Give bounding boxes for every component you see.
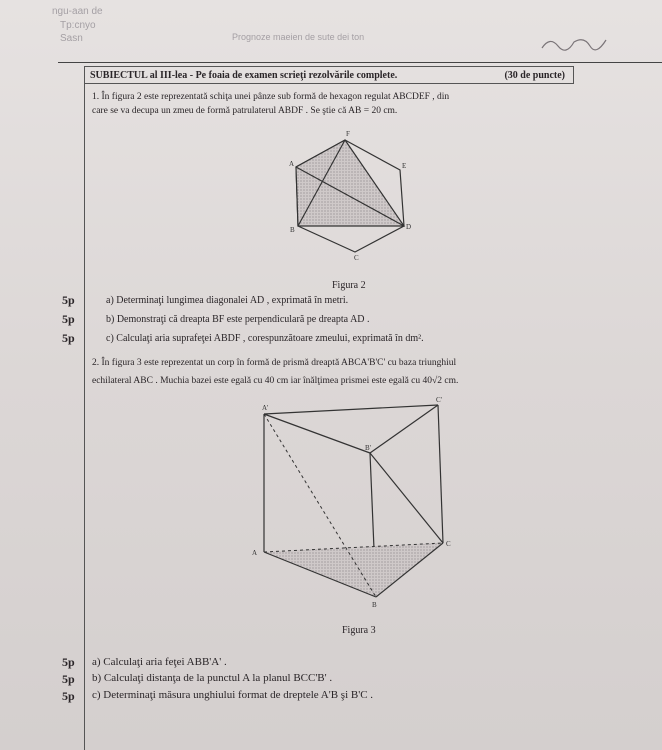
- kite-abdf: [296, 140, 407, 226]
- label-c-prism: C: [446, 540, 451, 548]
- edge-a1b1: [264, 414, 370, 453]
- score-2b: 5p: [62, 672, 75, 686]
- problem1-line1: 1. În figura 2 este reprezentată schiţa unei pânze sub formă de hexagon regulat ABCDEF , din: [92, 92, 450, 102]
- subject-title: SUBIECTUL al III-lea - Pe foaia de examen scrieţi rezolvările complete.: [90, 70, 398, 81]
- item-1b: b) Demonstraţi că dreapta BF este perpendiculară pe dreapta AD .: [106, 314, 370, 325]
- score-1a: 5p: [62, 293, 75, 307]
- score-2a: 5p: [62, 655, 75, 669]
- item-2c: c) Determinaţi măsura unghiului format de dreptele A'B şi B'C .: [92, 689, 374, 701]
- item-2b: b) Calculaţi distanţa de la punctul A la planul BCC'B' .: [92, 672, 333, 684]
- figure3-caption: Figura 3: [342, 625, 376, 636]
- figure2-caption: Figura 2: [332, 280, 366, 291]
- score-1b: 5p: [62, 312, 75, 326]
- label-c: C: [354, 254, 359, 262]
- faded-header-line: ngu-aan de: [52, 6, 103, 17]
- problem2-line2: echilateral ABC . Muchia bazei este egală cu 40 cm iar înălţimea prismei este egală cu 40√2 cm.: [92, 376, 459, 386]
- label-f: F: [346, 130, 350, 138]
- faded-header-line: Sasn: [60, 33, 83, 44]
- label-a-prism: A: [252, 549, 258, 557]
- problem2-line1: 2. În figura 3 este reprezentat un corp în formă de prismă dreaptă ABCA'B'C' cu baza triunghiul: [92, 358, 457, 368]
- label-d: D: [406, 223, 412, 231]
- score-1c: 5p: [62, 331, 75, 345]
- faded-header-line: Prognoze maeien de sute dei ton: [232, 32, 365, 42]
- subject-points: (30 de puncte): [504, 70, 565, 81]
- label-b1: B': [365, 444, 371, 452]
- item-1c: c) Calculaţi aria suprafeţei ABDF , corespunzătoare zmeului, exprimată în dm².: [106, 333, 424, 344]
- edge-cc1: [438, 405, 443, 543]
- edge-a1c1: [264, 405, 438, 414]
- item-2a: a) Calculaţi aria feţei ABB'A' .: [92, 656, 227, 668]
- label-b-prism: B: [372, 601, 377, 609]
- label-a1: A': [262, 404, 269, 412]
- label-b: B: [290, 226, 295, 234]
- label-c1: C': [436, 396, 442, 404]
- edge-b1c1: [370, 405, 438, 453]
- diagonal-b1c: [370, 453, 443, 543]
- label-a: A: [289, 160, 295, 168]
- problem1-line2: care se va decupa un zmeu de formă patrulaterul ABDF . Se ştie că AB = 20 cm.: [92, 106, 398, 116]
- faded-header-line: Tp:cnyo: [60, 20, 96, 31]
- score-2c: 5p: [62, 689, 75, 703]
- item-1a: a) Determinaţi lungimea diagonalei AD , exprimată în metri.: [106, 295, 349, 306]
- label-e: E: [402, 162, 407, 170]
